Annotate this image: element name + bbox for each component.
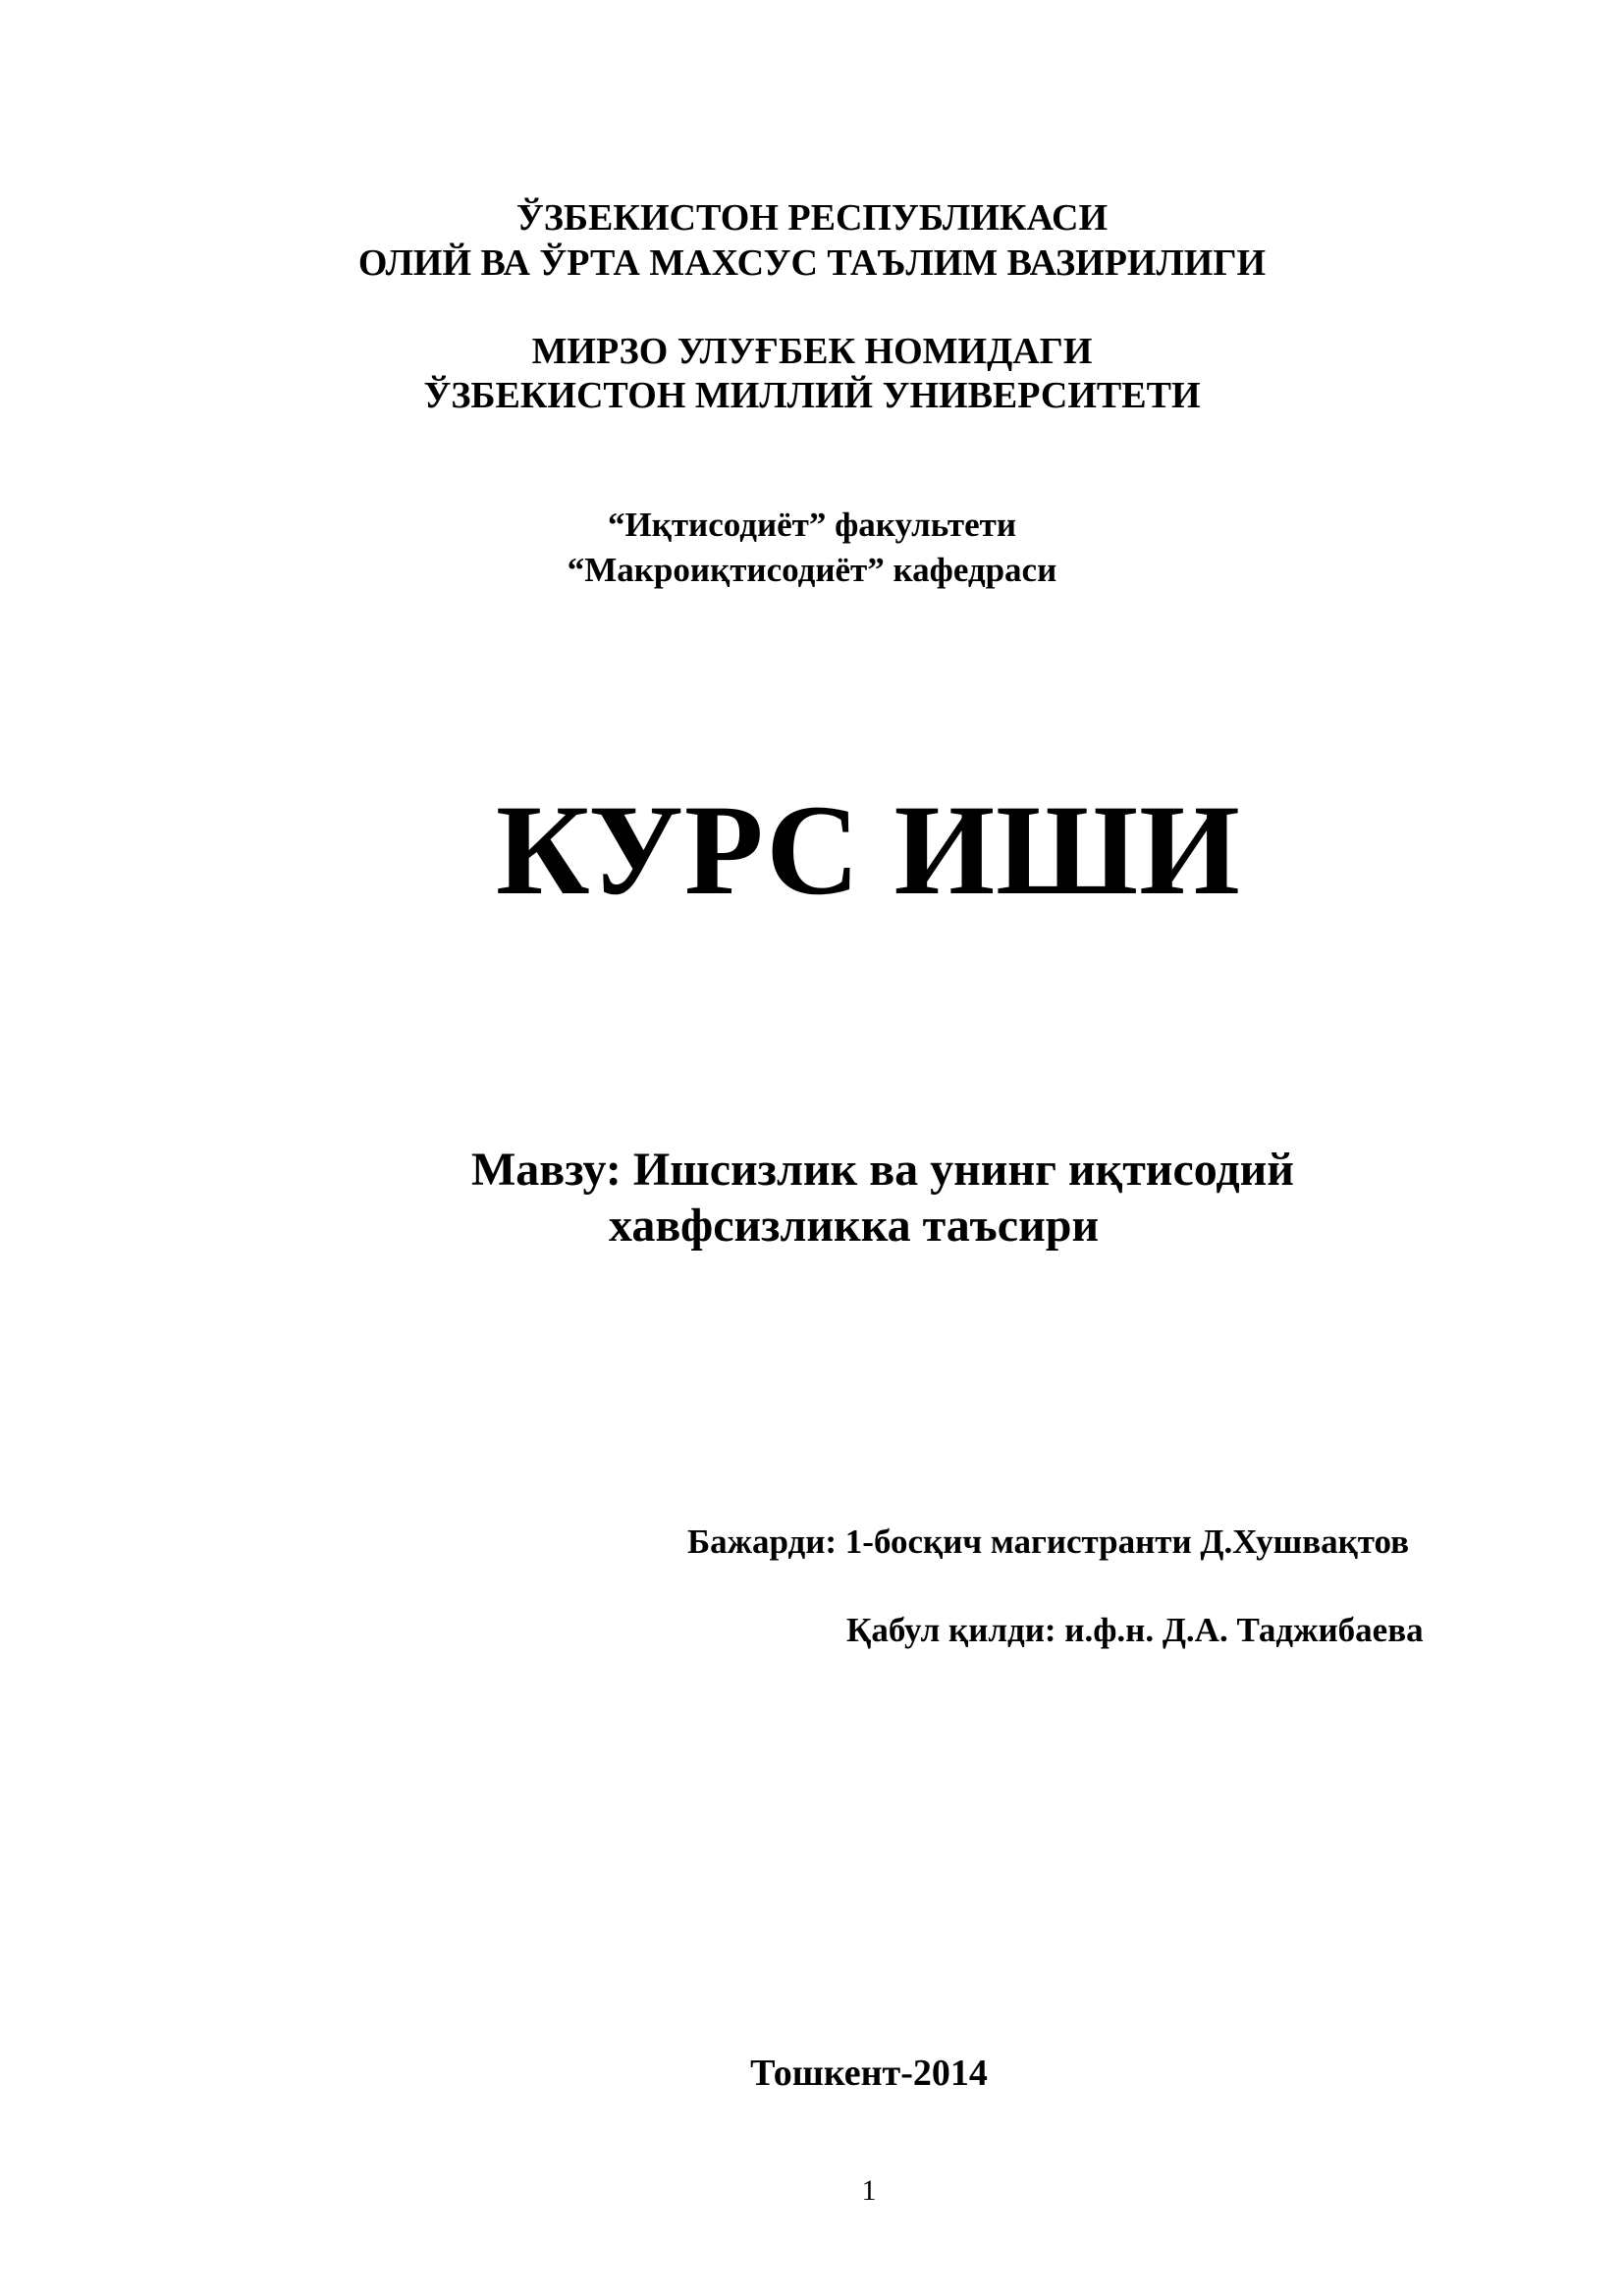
accepted-by: Қабул қилди: и.ф.н. Д.А. Таджибаева	[846, 1611, 1424, 1649]
topic-line1: Мавзу: Ишсизлик ва унинг иқтисодий	[471, 1144, 1294, 1196]
department-name: “Макроиқтисодиёт” кафедраси	[567, 551, 1057, 589]
faculty-name: “Иқтисодиёт” факультети	[607, 506, 1017, 544]
city-year: Тошкент-2014	[750, 2053, 988, 2094]
document-title: КУРС ИШИ	[496, 777, 1241, 922]
header-republic: ЎЗБЕКИСТОН РЕСПУБЛИКАСИ	[515, 197, 1109, 239]
topic-line2: хавфсизликка таъсири	[609, 1200, 1100, 1252]
header-university-name-line2: ЎЗБЕКИСТОН МИЛЛИЙ УНИВЕРСИТЕТИ	[423, 375, 1201, 416]
performed-by: Бажарди: 1-босқич магистранти Д.Хушвақтов	[687, 1522, 1410, 1561]
header-ministry: ОЛИЙ ВА ЎРТА МАХСУС ТАЪЛИМ ВАЗИРИЛИГИ	[357, 242, 1267, 284]
header-university-name-line1: МИРЗО УЛУҒБЕК НОМИДАГИ	[531, 331, 1093, 372]
page-number: 1	[861, 2174, 877, 2207]
